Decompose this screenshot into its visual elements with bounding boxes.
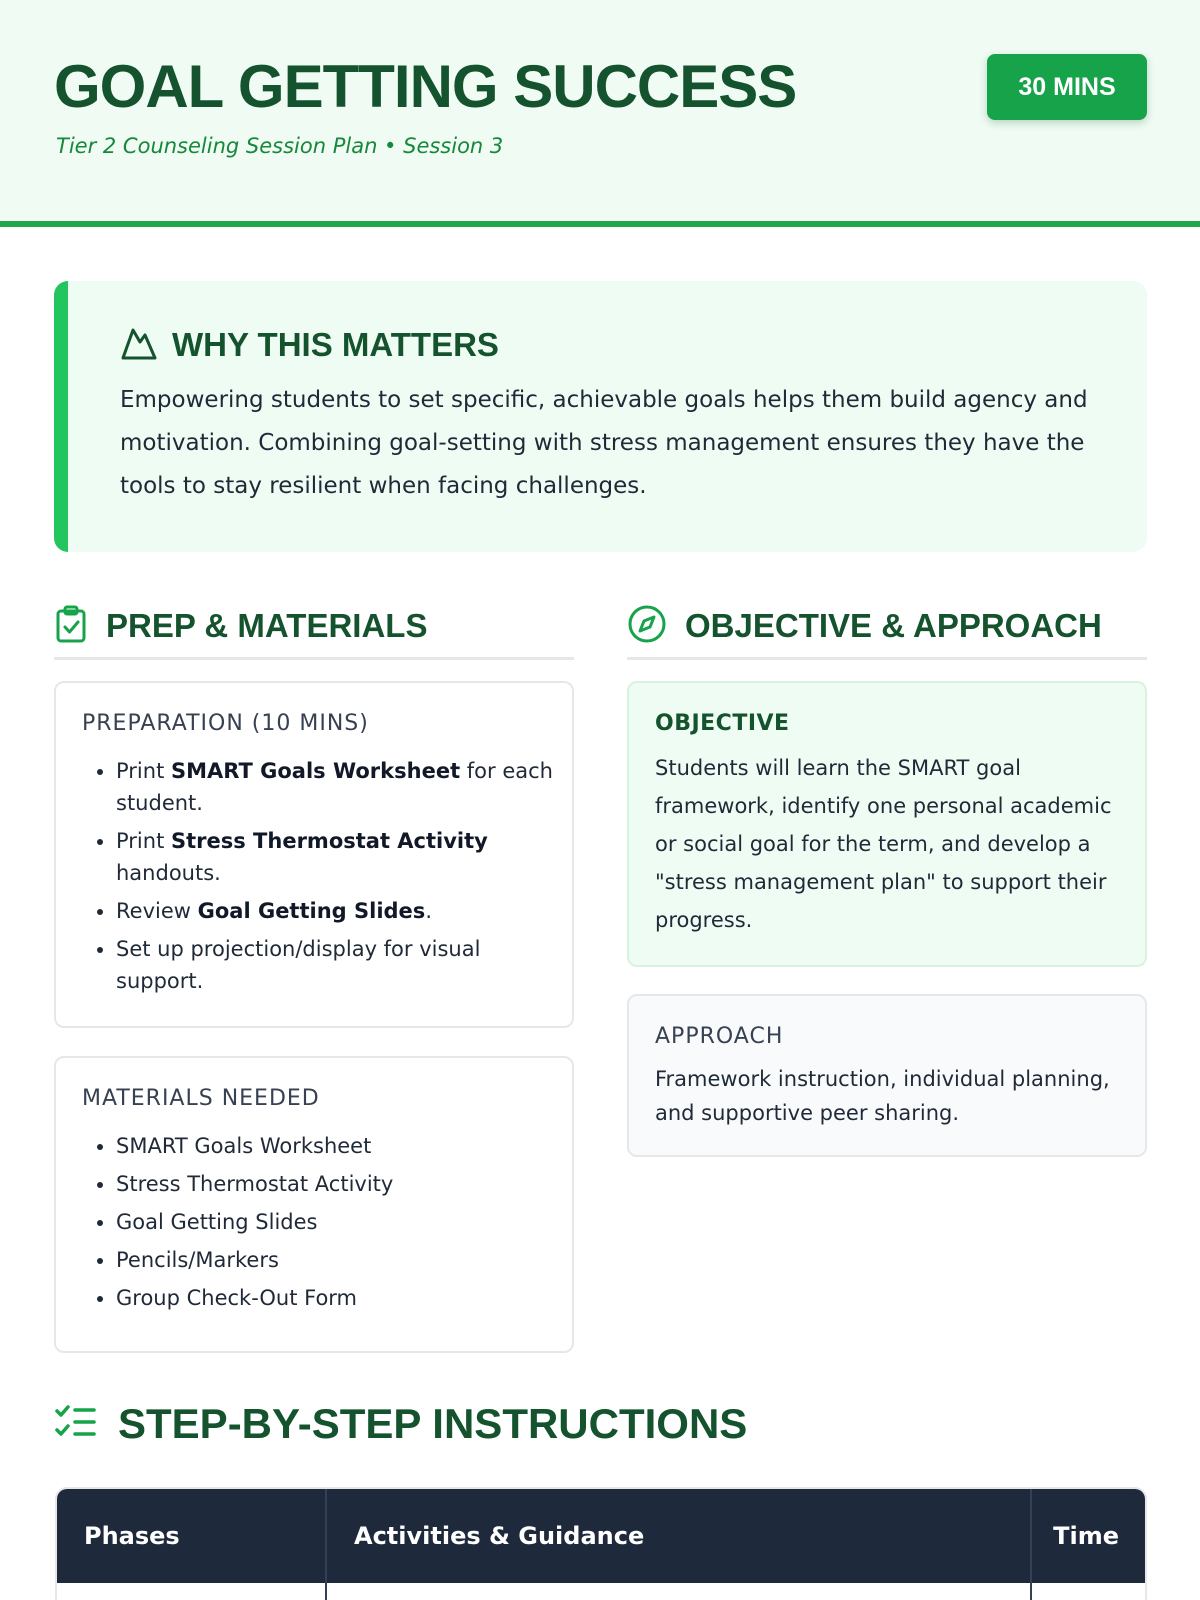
list-item: • Stress Thermostat Activity — [116, 1168, 556, 1200]
approach-text: Framework instruction, individual planning, and supportive peer sharing. — [655, 1067, 1110, 1125]
preparation-label: PREPARATION (10 MINS) — [82, 711, 369, 736]
steps-header — [54, 1400, 747, 1448]
materials-card — [54, 1056, 574, 1353]
list-item: • SMART Goals Worksheet — [116, 1130, 556, 1162]
column-header-activities: Activities & Guidance — [354, 1522, 645, 1550]
list-item: • Group Check-Out Form — [116, 1282, 556, 1314]
column-header-phases: Phases — [84, 1522, 180, 1550]
mountain-icon — [120, 325, 158, 365]
list-item: • Print Stress Thermostat Activity handouts. — [116, 825, 556, 889]
objective-card — [627, 681, 1147, 967]
materials-list — [116, 1130, 556, 1320]
page-title: GOAL GETTING SUCCESS — [54, 53, 797, 120]
objective-approach-title: OBJECTIVE & APPROACH — [685, 606, 1102, 644]
list-item: • Print SMART Goals Worksheet for each student. — [116, 755, 556, 819]
objective-approach-header — [627, 594, 1147, 660]
page-subtitle: Tier 2 Counseling Session Plan • Session 3 — [56, 134, 504, 158]
steps-title: STEP-BY-STEP INSTRUCTIONS — [118, 1400, 748, 1447]
approach-label: APPROACH — [655, 1024, 784, 1049]
list-item: • Review Goal Getting Slides. — [116, 895, 556, 927]
approach-card — [627, 994, 1147, 1157]
why-this-matters-header — [120, 325, 499, 365]
column-divider — [1030, 1489, 1032, 1600]
prep-materials-title: PREP & MATERIALS — [106, 606, 428, 644]
list-item: • Pencils/Markers — [116, 1244, 556, 1276]
materials-label: MATERIALS NEEDED — [82, 1086, 320, 1111]
why-this-matters-text: Empowering students to set specific, achievable goals helps them build agency and motivation. Combining goal-setting with stress management ensures they have the tools to stay resilient when facing challenges. — [120, 387, 1088, 499]
list-item: • Goal Getting Slides — [116, 1206, 556, 1238]
duration-badge: 30 MINS — [987, 54, 1147, 120]
instructions-table — [55, 1487, 1147, 1600]
page-header — [0, 0, 1200, 227]
list-item: • Set up projection/display for visual support. — [116, 933, 556, 997]
preparation-list — [116, 755, 556, 1003]
objective-label: OBJECTIVE — [655, 711, 790, 736]
table-header — [57, 1489, 1145, 1583]
why-this-matters-title: WHY THIS MATTERS — [172, 326, 499, 363]
checklist-icon — [54, 1404, 96, 1444]
why-this-matters-card — [54, 281, 1147, 552]
column-header-time: Time — [1053, 1522, 1119, 1550]
column-divider — [325, 1489, 327, 1600]
compass-icon — [627, 604, 667, 648]
table-row — [57, 1583, 1145, 1600]
clipboard-check-icon — [54, 605, 88, 647]
preparation-card — [54, 681, 574, 1028]
prep-materials-header — [54, 594, 574, 660]
objective-text: Students will learn the SMART goal framework, identify one personal academic or social goal for the term, and develop a "stress management plan" to support their progress. — [655, 756, 1112, 932]
